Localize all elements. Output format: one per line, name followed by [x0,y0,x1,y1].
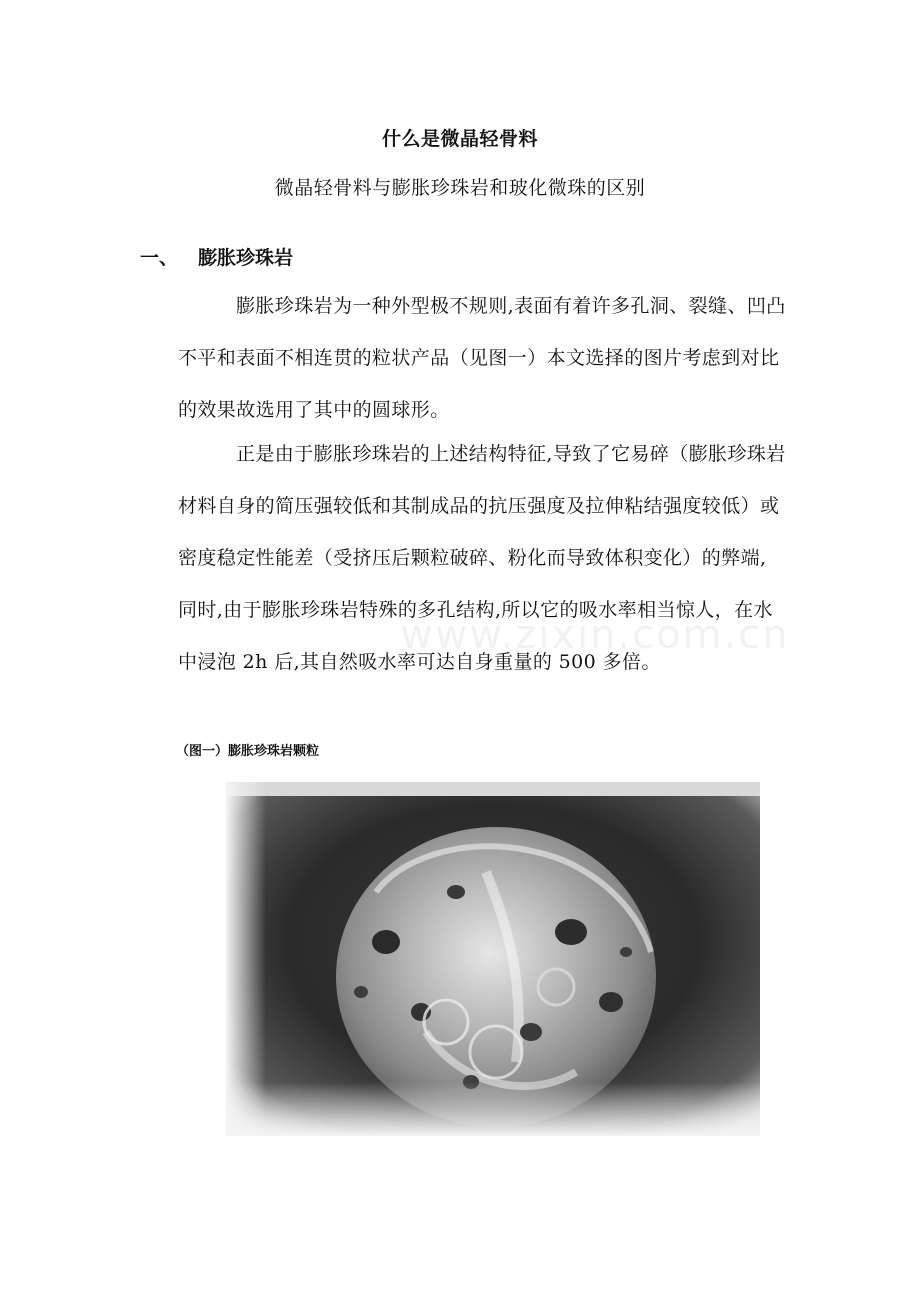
section-title: 膨胀珍珠岩 [198,247,294,269]
pore [447,885,465,899]
paragraph-drawbacks: 正是由于膨胀珍珠岩的上述结构特征,导致了它易碎（膨胀珍珠岩材料自身的简压强较低和其制成品的抗压强度及拉伸粘结强度较低）或密度稳定性能差（受挤压后颗粒破碎、粉化而导致体积变化）的弊端, 同时,由于膨胀珍珠岩特殊的多孔结构,所以它的吸水率相当惊人，在水中浸泡 2h 后,其自然吸水率可达自身重量的 500 多倍。 [178,443,786,673]
paragraph-structure: 膨胀珍珠岩为一种外型极不规则,表面有着许多孔洞、裂缝、凹凸不平和表面不相连贯的粒状产品（见图一）本文选择的图片考虑到对比的效果故选用了其中的圆球形。 [178,295,786,421]
pore [354,986,368,998]
pore [599,992,623,1012]
pore [555,919,587,945]
document-title: 什么是微晶轻骨料 [381,128,538,150]
perlite-particle-image [226,782,760,1136]
pore [620,947,632,957]
figure-caption: （图一）膨胀珍珠岩颗粒 [176,744,320,759]
pore [520,1023,542,1041]
document-subtitle: 微晶轻骨料与膨胀珍珠岩和玻化微珠的区别 [274,177,646,199]
watermark: www.zixin.com.cn [400,612,790,658]
figure-perlite-micrograph [226,782,760,1136]
section-heading [140,243,293,270]
section-number: 一、 [140,247,179,269]
pore [372,930,400,954]
